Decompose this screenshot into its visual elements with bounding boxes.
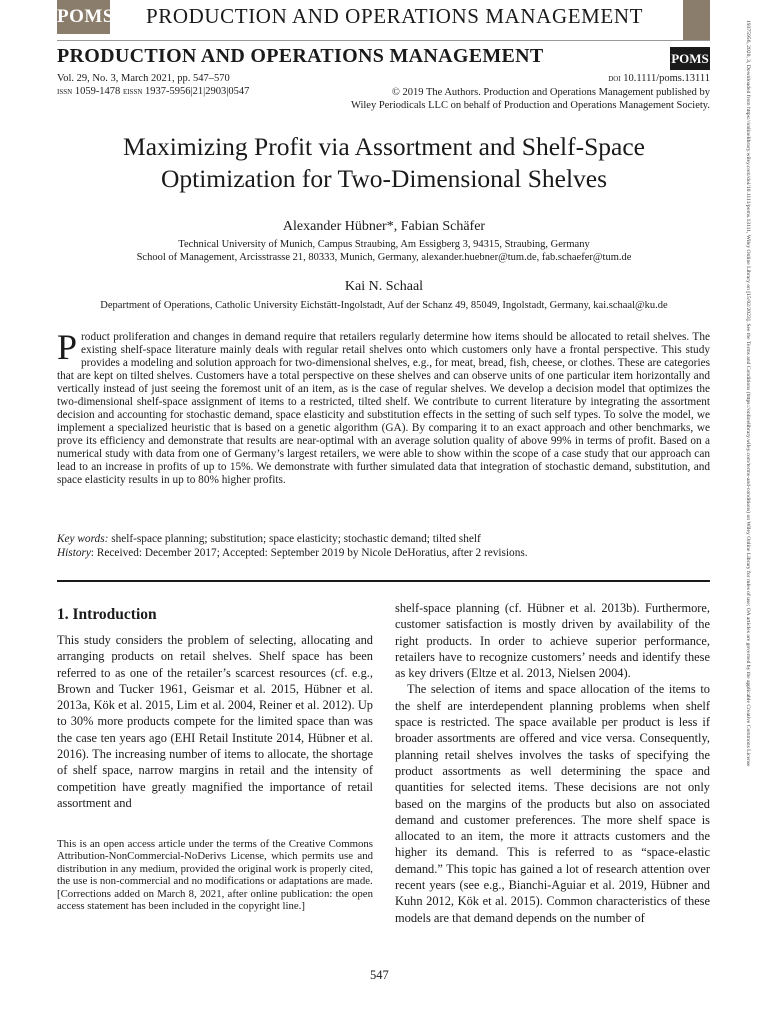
keywords-line bbox=[57, 533, 528, 547]
authors-2: Kai N. Schaal bbox=[344, 279, 424, 294]
journal-masthead: PRODUCTION AND OPERATIONS MANAGEMENT bbox=[57, 45, 544, 67]
copyright-meta bbox=[351, 72, 710, 112]
doi-link[interactable]: 10.1111/poms.13111 bbox=[623, 73, 710, 84]
poms-badge: POMS bbox=[57, 0, 110, 34]
running-head: PRODUCTION AND OPERATIONS MANAGEMENT bbox=[146, 4, 644, 28]
intro-right-column bbox=[395, 600, 710, 926]
title-line-2: Optimization for Two-Dimensional Shelves bbox=[160, 164, 608, 193]
brand-bar bbox=[683, 0, 710, 40]
intro-left-column: This study considers the problem of selecting, allocating and arranging products on retail shelves. Shelf space has been referred to as one of the retailer’s scarcest resources (cf. e.g., Brown and Tucker 1961, Geismar et al. 2015, Hübner et al. 2013a, Kök et al. 2015, Lim et al. 2004, Reiner et al. 2012). Up to 30% more products compete for the limited space than was the case ten years ago (EHI Retail Institute 2014, Hübner et al. 2016). The increasing number of items to allocate, the shortage of shelf space, narrow margins in retail and the intensity of competition have greatly magnified the importance of retail assortment and bbox=[57, 633, 373, 810]
section-heading: 1. Introduction bbox=[57, 606, 157, 623]
open-access-footnote bbox=[57, 838, 373, 912]
poms-logo: POMS bbox=[670, 47, 710, 70]
authors-1: Alexander Hübner*, Fabian Schäfer bbox=[282, 219, 486, 234]
abstract-text: roduct proliferation and changes in demand require that retailers regularly determine how items should be allocated to retail shelves. The existing shelf-space literature mainly deals with regular retail shelves onto which customers only have a frontal perspective. This study provides a modeling and solution approach for two-dimensional shelves, e.g., for meat, bread, fish, cheese, or clothes. These are categories that are kept on tilted shelves. Customers have a total perspective on these shelves and can observe units of one particular item horizontally and vertically instead of just seeing the foremost unit of an item, as is the case of regular shelves. We develop a decision model that optimizes the two-dimensional shelf-space assignment of items to a restricted, tilted shelf. We contribute to current literature by integrating the assortment decision and accounting for stochastic demand, space elasticity and substitution effects in the setting of such self types. To solve the model, we implement a specialized heuristic that is based on a genetic algorithm (GA). By comparing it to an exact approach and other benchmarks, we prove its efficiency and demonstrate that results are near-optimal with an average solution quality of above 99% in terms of profit. Based on a numerical study with data from one of Germany’s largest retailers, we were able to show within the scope of a case study that our approach can lead to an increase in profits of up to 15%. We demonstrate with further simulated data that integration of stochastic demand, substitution, and space elasticity results in up to 80% higher profits. bbox=[57, 331, 710, 486]
copyright-line-2: Wiley Periodicals LLC on behalf of Production and Operations Management Society. bbox=[350, 100, 710, 111]
eissn-label: eissn bbox=[122, 87, 143, 97]
footnote-corrections: [Corrections added on March 8, 2021, after online publication: the open access statement has been included in the copyright line.] bbox=[57, 887, 373, 913]
download-side-note bbox=[734, 0, 758, 1024]
eissn-value: 1937-5956 bbox=[145, 86, 191, 97]
header-rule bbox=[57, 40, 710, 41]
abstract-dropcap: P bbox=[57, 327, 78, 367]
title-line-1: Maximizing Profit via Assortment and Shelf-Space bbox=[123, 132, 645, 161]
affiliation-2: Department of Operations, Catholic University Eichstätt-Ingolstadt, Auf der Schanz 49, 85049, Ingolstadt, Germany, kai.schaal@ku.de bbox=[100, 300, 668, 311]
affiliation-1b: School of Management, Arcisstrasse 21, 80333, Munich, Germany, alexander.huebner@tum.de, fab.schaefer@tum.de bbox=[136, 252, 632, 263]
history-label: History bbox=[57, 546, 91, 559]
intro-right-paragraph-2: The selection of items and space allocation of the items to the shelf are interdependent planning problems when shelf space is restricted. The space available per product is less if broader assortments are offered and vice versa. Consequently, planning retail shelves involves the tasks of specifying the product assortments as well determining the space and quantities for selected items. These decisions are not only based on the margins of the products but also on associated demand and customer preferences. The more shelf space is allocated to an item, the more it attracts customers and the higher its demand. This is referred to as “space-elastic demand.” This topic has gained a lot of research attention over recent years (see e.g., Bianchi-Aguiar et al. 2019, Hübner and Kuhn 2012, Kök et al. 2015). Common characteristics of these models are that demand depends on the number of bbox=[395, 682, 710, 925]
doi-label: doi bbox=[608, 74, 621, 84]
side-note-text: 19375956, 2020, 3, Downloaded from https://onlinelibrary.wiley.com/doi/10.1111/poms.13111, Wiley Online Library on [15/02/2023]. See the Terms and Conditions (https://onlinelibrary.wiley.com/terms-and-conditions) on Wiley Online Library for rules of use; OA articles are governed by the applicable Creative Commons License bbox=[745, 20, 751, 767]
article-title bbox=[40, 131, 728, 195]
footnote-license: This is an open access article under the terms of the Creative Commons Attribution-NonCommercial-NoDerivs License, which permits use and distribution in any medium, provided the original work is properly cited, the use is non-commercial and no modifications or adaptations are made. bbox=[57, 838, 373, 888]
keywords-label: Key words: bbox=[57, 533, 109, 545]
affiliation-1a: Technical University of Munich, Campus Straubing, Am Essigberg 3, 94315, Straubing, Germany bbox=[178, 239, 590, 250]
history-text: : Received: December 2017; Accepted: September 2019 by Nicole DeHoratius, after 2 revisions. bbox=[90, 546, 528, 559]
intro-right-paragraph-1: shelf-space planning (cf. Hübner et al. 2013b). Furthermore, customer satisfaction is mostly driven by availability of the right products. In order to achieve superior performance, retailers have to recognize customers’ needs and identify these as key drivers (Eltze et al. 2013, Nielsen 2004). bbox=[395, 601, 710, 681]
keywords-text: shelf-space planning; substitution; space elasticity; stochastic demand; tilted shelf bbox=[111, 533, 481, 545]
issn-info bbox=[57, 85, 249, 99]
keywords-block bbox=[57, 533, 528, 560]
page-number: 547 bbox=[370, 968, 389, 982]
issue-meta bbox=[57, 72, 249, 99]
issn-label: issn bbox=[57, 87, 73, 97]
section-divider bbox=[57, 580, 710, 582]
issn-value: 1059-1478 bbox=[74, 86, 121, 97]
doi-line bbox=[351, 72, 710, 86]
volume-info: Vol. 29, No. 3, March 2021, pp. 547–570 bbox=[57, 73, 230, 84]
copyright-line-1: © 2019 The Authors. Production and Operations Management published by bbox=[391, 87, 710, 98]
abstract bbox=[57, 327, 710, 487]
history-line bbox=[57, 547, 528, 561]
issn-tail: |21|2903|0547 bbox=[190, 86, 250, 97]
